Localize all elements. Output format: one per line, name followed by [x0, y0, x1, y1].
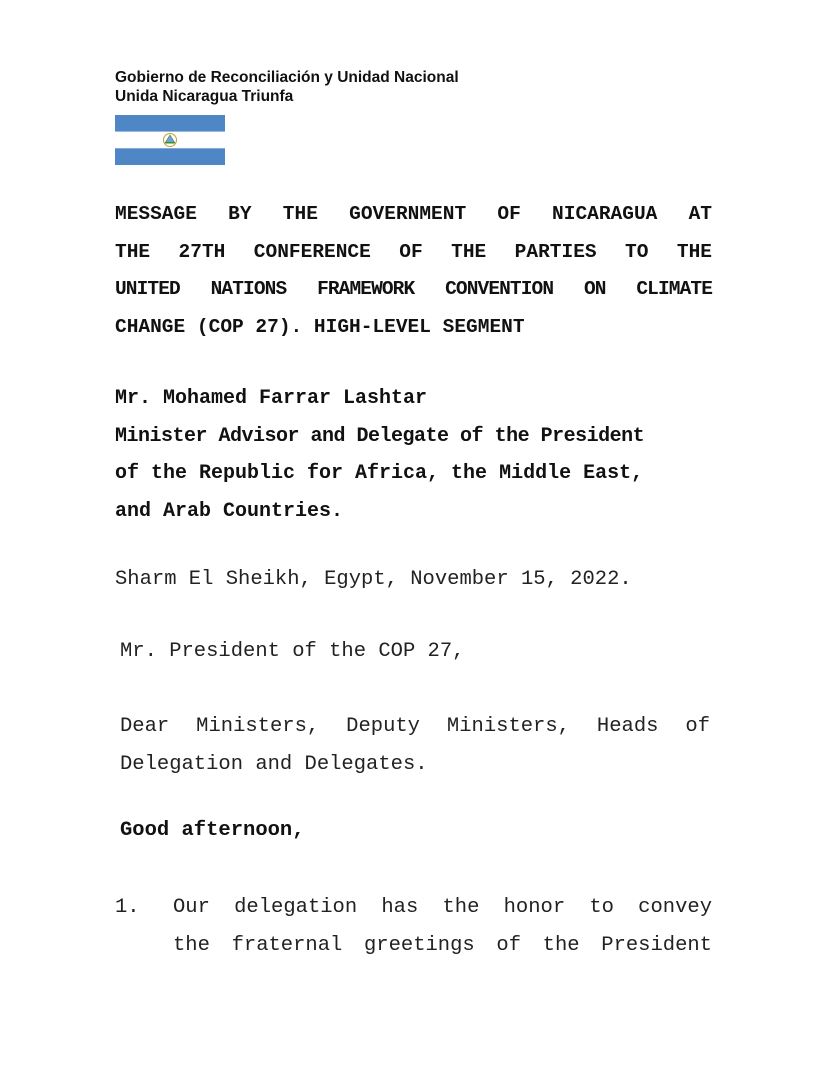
place-date: Sharm El Sheikh, Egypt, November 15, 2022.	[115, 568, 632, 591]
paragraph-number: 1.	[115, 896, 140, 919]
message-title	[115, 196, 712, 347]
dear-paragraph	[120, 708, 710, 783]
letterhead	[115, 68, 459, 106]
greeting: Good afternoon,	[120, 819, 305, 842]
paragraph-line: Our delegation has the honor to convey	[173, 896, 712, 919]
speaker-block	[115, 380, 644, 531]
title-line: THE 27TH CONFERENCE OF THE PARTIES TO THE	[115, 240, 712, 263]
title-line: UNITED NATIONS FRAMEWORK CONVENTION ON CLIMATE	[115, 278, 712, 301]
title-line: CHANGE (COP 27). HIGH-LEVEL SEGMENT	[115, 316, 525, 339]
title-line: MESSAGE BY THE GOVERNMENT OF NICARAGUA AT	[115, 203, 712, 225]
nicaragua-flag-icon	[115, 115, 225, 165]
letterhead-line-2: Unida Nicaragua Triunfa	[115, 88, 294, 105]
speaker-role-line: of the Republic for Africa, the Middle East,	[115, 462, 644, 486]
letterhead-line-1: Gobierno de Reconciliación y Unidad Nacional	[115, 69, 459, 86]
speaker-role-line: and Arab Countries.	[115, 500, 344, 524]
numbered-paragraph	[115, 889, 712, 964]
speaker-role-line: Minister Advisor and Delegate of the President	[115, 424, 645, 448]
dear-line: Dear Ministers, Deputy Ministers, Heads of	[120, 715, 710, 738]
speaker-name: Mr. Mohamed Farrar Lashtar	[115, 387, 428, 410]
paragraph-line: the fraternal greetings of the President	[173, 933, 712, 957]
salutation: Mr. President of the COP 27,	[120, 640, 465, 663]
paragraph-text	[173, 889, 712, 964]
dear-line: Delegation and Delegates.	[120, 752, 428, 776]
